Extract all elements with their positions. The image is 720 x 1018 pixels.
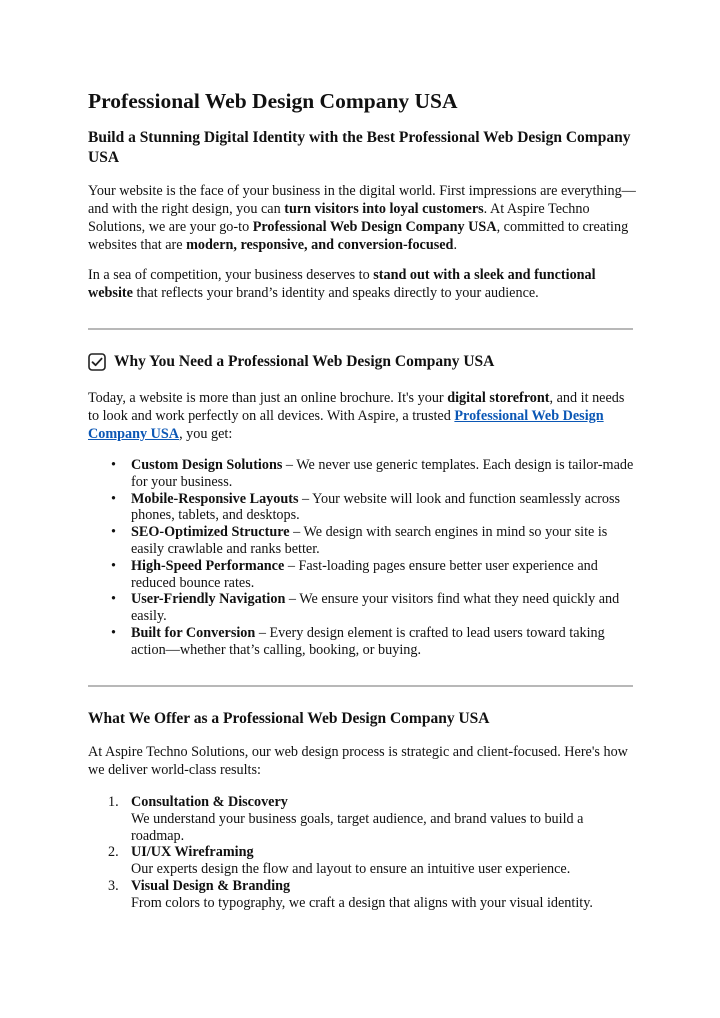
section-divider-2 [88, 685, 633, 687]
list-item: • Built for Conversion – Every design element is crafted to lead users toward taking action—whether that’s calling, booking, or buying. [111, 624, 605, 658]
list-item: 1. Consultation & Discovery We understand your business goals, target audience, and brand values to build a roadmap. [108, 794, 584, 844]
section-offer-paragraph: At Aspire Techno Solutions, our web design process is strategic and client-focused. Here's how we deliver world-class results: [88, 744, 628, 778]
list-item: 2. UI/UX Wireframing Our experts design the flow and layout to ensure an intuitive user experience. [108, 844, 571, 878]
process-steps-list [88, 794, 636, 912]
benefits-list [88, 457, 636, 659]
list-item: • Mobile-Responsive Layouts – Your website will look and function seamlessly across phones, tablets, and desktops. [111, 490, 621, 524]
list-item: • Custom Design Solutions – We never use generic templates. Each design is tailor-made for your business. [111, 457, 634, 490]
intro-paragraph-2: In a sea of competition, your business deserves to stand out with a sleek and functional website that reflects your brand’s identity and speaks directly to your audience. [88, 267, 596, 301]
list-item: 3. Visual Design & Branding From colors to typography, we craft a design that aligns with your visual identity. [108, 877, 593, 911]
list-item: • User-Friendly Navigation – We ensure your visitors find what they need quickly and easily. [111, 591, 620, 625]
section-divider-1 [88, 328, 633, 330]
section-why-heading [88, 352, 494, 372]
check-box-icon [88, 353, 106, 371]
section-offer-heading: What We Offer as a Professional Web Design Company USA [88, 710, 490, 727]
list-item: • SEO-Optimized Structure – We design with search engines in mind so your site is easily crawlable and ranks better. [111, 524, 608, 557]
list-item: • High-Speed Performance – Fast-loading pages ensure better user experience and reduced bounce rates. [111, 557, 598, 591]
professional-web-design-link[interactable]: Professional Web Design Company USA [88, 408, 604, 442]
section-why-paragraph: Today, a website is more than just an online brochure. It's your digital storefront, and it needs to look and work perfectly on all devices. With Aspire, a trusted Professional Web Design Company USA, you get: [88, 390, 625, 442]
page-subtitle: Build a Stunning Digital Identity with the Best Professional Web Design Company USA [88, 129, 631, 166]
page-title: Professional Web Design Company USA [88, 89, 458, 113]
intro-paragraph-1: Your website is the face of your business in the digital world. First impressions are everything—and with the right design, you can turn visitors into loyal customers. At Aspire Techno Solutions, we are your go-to Professional Web Design Company USA, committed to creating websites that are modern, responsive, and conversion-focused. [88, 183, 636, 253]
section-why-heading-text: Why You Need a Professional Web Design Company USA [114, 353, 495, 370]
